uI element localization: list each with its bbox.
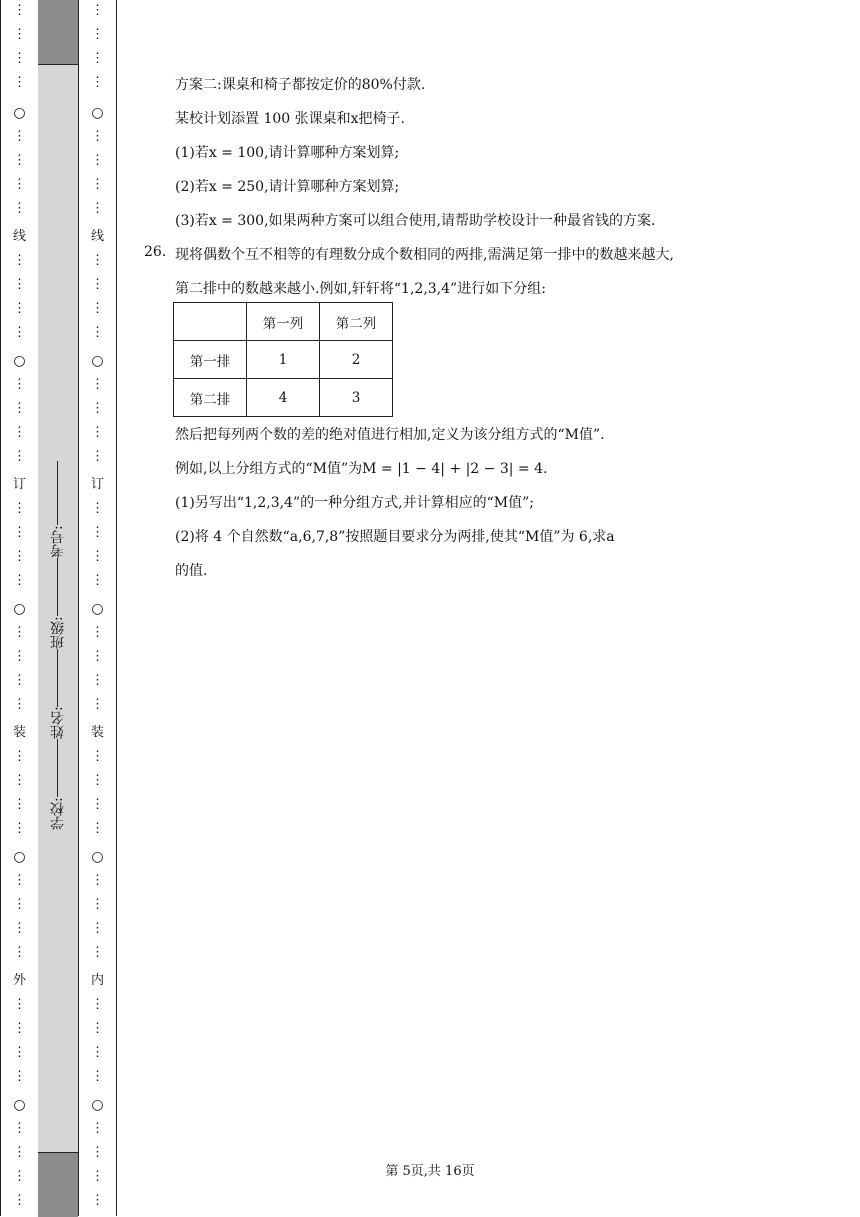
inner-circle-mark: ○	[91, 849, 104, 865]
outer-dot-mark: ⋮	[13, 3, 26, 18]
inner-dot-mark: ⋮	[91, 325, 104, 340]
outer-circle-mark: ○	[13, 353, 26, 369]
inner-binding-strip	[79, 0, 117, 1216]
outer-dot-mark: ⋮	[13, 797, 26, 812]
inner-dot-mark: ⋮	[91, 921, 104, 936]
exam-number-label: 考号:	[50, 525, 66, 558]
outer-dot-mark: ⋮	[13, 401, 26, 416]
name-blank	[58, 649, 59, 707]
inner-cut-label: 线	[90, 229, 104, 244]
outer-dot-mark: ⋮	[13, 153, 26, 168]
table-cell: 2	[320, 341, 393, 379]
p25-question-2: (2)若x = 250,请计算哪种方案划算;	[175, 179, 400, 195]
outer-dot-mark: ⋮	[13, 325, 26, 340]
outer-dot-mark: ⋮	[13, 697, 26, 712]
outer-dot-mark: ⋮	[13, 673, 26, 688]
table-cell: 3	[320, 379, 393, 417]
inner-dot-mark: ⋮	[91, 51, 104, 66]
inner-dot-mark: ⋮	[91, 749, 104, 764]
outer-dot-mark: ⋮	[13, 51, 26, 66]
school-label: 学校:	[50, 797, 66, 830]
p26-number: 26.	[144, 244, 167, 260]
page-footer: 第 5页,共 16页	[385, 1164, 475, 1179]
outer-dot-mark: ⋮	[13, 75, 26, 90]
inner-dot-mark: ⋮	[91, 773, 104, 788]
inner-dot-mark: ⋮	[91, 425, 104, 440]
outer-dot-mark: ⋮	[13, 27, 26, 42]
outer-dot-mark: ⋮	[13, 301, 26, 316]
inner-dot-mark: ⋮	[91, 1169, 104, 1184]
outer-dot-mark: ⋮	[13, 997, 26, 1012]
outer-binding-strip	[0, 0, 39, 1216]
outer-dot-mark: ⋮	[13, 525, 26, 540]
outer-cut-label: 装	[12, 725, 26, 740]
inner-dot-mark: ⋮	[91, 1069, 104, 1084]
inner-dot-mark: ⋮	[91, 649, 104, 664]
outer-dot-mark: ⋮	[13, 277, 26, 292]
inner-dot-mark: ⋮	[91, 873, 104, 888]
inner-marks	[79, 0, 116, 1216]
student-info-fields	[38, 390, 78, 830]
inner-circle-mark: ○	[91, 601, 104, 617]
outer-circle-mark: ○	[13, 105, 26, 121]
inner-circle-mark: ○	[91, 1097, 104, 1113]
outer-cut-label: 外	[12, 973, 26, 988]
p25-question-1: (1)若x = 100,请计算哪种方案划算;	[175, 145, 400, 161]
inner-dot-mark: ⋮	[91, 1121, 104, 1136]
outer-dot-mark: ⋮	[13, 201, 26, 216]
p25-intro: 某校计划添置 100 张课桌和x把椅子.	[175, 111, 405, 127]
outer-dot-mark: ⋮	[13, 625, 26, 640]
outer-dot-mark: ⋮	[13, 573, 26, 588]
inner-cut-label: 订	[90, 477, 104, 492]
p26-question-1: (1)另写出“1,2,3,4”的一种分组方式,并计算相应的“M值”;	[175, 495, 534, 511]
inner-dot-mark: ⋮	[91, 897, 104, 912]
outer-dot-mark: ⋮	[13, 1145, 26, 1160]
p26-line-1: 现将偶数个互不相等的有理数分成个数相同的两排,需满足第一排中的数越来越大,	[175, 247, 674, 263]
school-blank	[58, 739, 59, 797]
outer-cut-label: 订	[12, 477, 26, 492]
inner-dot-mark: ⋮	[91, 1193, 104, 1208]
inner-dot-mark: ⋮	[91, 449, 104, 464]
class-label: 班级:	[50, 615, 66, 649]
outer-dot-mark: ⋮	[13, 749, 26, 764]
inner-dot-mark: ⋮	[91, 997, 104, 1012]
inner-dot-mark: ⋮	[91, 1145, 104, 1160]
outer-cut-label: 线	[12, 229, 26, 244]
inner-dot-mark: ⋮	[91, 549, 104, 564]
outer-dot-mark: ⋮	[13, 897, 26, 912]
inner-dot-mark: ⋮	[91, 673, 104, 688]
outer-dot-mark: ⋮	[13, 549, 26, 564]
inner-cut-label: 装	[90, 725, 104, 740]
dark-block-top	[38, 0, 78, 65]
outer-dot-mark: ⋮	[13, 177, 26, 192]
grouping-table	[173, 302, 393, 417]
outer-dot-mark: ⋮	[13, 921, 26, 936]
table-cell: 1	[247, 341, 320, 379]
table-cell: 4	[247, 379, 320, 417]
outer-dot-mark: ⋮	[13, 1045, 26, 1060]
table-row	[174, 379, 393, 417]
outer-marks	[1, 0, 38, 1216]
inner-dot-mark: ⋮	[91, 75, 104, 90]
inner-dot-mark: ⋮	[91, 573, 104, 588]
inner-dot-mark: ⋮	[91, 129, 104, 144]
class-blank	[58, 558, 59, 616]
inner-dot-mark: ⋮	[91, 27, 104, 42]
p26-line-4: 例如,以上分组方式的“M值”为M = |1 − 4| + |2 − 3| = 4.	[175, 461, 548, 477]
inner-dot-mark: ⋮	[91, 177, 104, 192]
table-header-col1: 第一列	[247, 303, 320, 341]
outer-circle-mark: ○	[13, 849, 26, 865]
p26-question-2b: 的值.	[175, 563, 208, 579]
inner-dot-mark: ⋮	[91, 697, 104, 712]
outer-circle-mark: ○	[13, 1097, 26, 1113]
exam-number-blank	[58, 461, 59, 525]
inner-dot-mark: ⋮	[91, 1045, 104, 1060]
table-row	[174, 341, 393, 379]
outer-dot-mark: ⋮	[13, 129, 26, 144]
table-header-row	[174, 303, 393, 341]
outer-dot-mark: ⋮	[13, 377, 26, 392]
outer-dot-mark: ⋮	[13, 425, 26, 440]
inner-dot-mark: ⋮	[91, 1021, 104, 1036]
outer-dot-mark: ⋮	[13, 821, 26, 836]
inner-dot-mark: ⋮	[91, 377, 104, 392]
p25-question-3: (3)若x = 300,如果两种方案可以组合使用,请帮助学校设计一种最省钱的方案.	[175, 213, 656, 229]
inner-dot-mark: ⋮	[91, 945, 104, 960]
table-cell: 第二排	[174, 379, 247, 417]
p26-question-2a: (2)将 4 个自然数“a,6,7,8”按照题目要求分为两排,使其“M值”为 6,求a	[175, 529, 615, 545]
inner-dot-mark: ⋮	[91, 201, 104, 216]
outer-dot-mark: ⋮	[13, 773, 26, 788]
inner-cut-label: 内	[90, 973, 104, 988]
p25-plan2: 方案二:课桌和椅子都按定价的80%付款.	[175, 77, 426, 93]
inner-dot-mark: ⋮	[91, 153, 104, 168]
inner-dot-mark: ⋮	[91, 253, 104, 268]
inner-dot-mark: ⋮	[91, 277, 104, 292]
inner-dot-mark: ⋮	[91, 797, 104, 812]
outer-dot-mark: ⋮	[13, 1121, 26, 1136]
outer-dot-mark: ⋮	[13, 501, 26, 516]
p26-line-2: 第二排中的数越来越小.例如,轩轩将“1,2,3,4”进行如下分组:	[175, 281, 546, 297]
outer-dot-mark: ⋮	[13, 1069, 26, 1084]
outer-dot-mark: ⋮	[13, 1021, 26, 1036]
p26-line-3: 然后把每列两个数的差的绝对值进行相加,定义为该分组方式的“M值”.	[175, 427, 605, 443]
outer-dot-mark: ⋮	[13, 873, 26, 888]
inner-circle-mark: ○	[91, 353, 104, 369]
outer-dot-mark: ⋮	[13, 1169, 26, 1184]
outer-circle-mark: ○	[13, 601, 26, 617]
outer-dot-mark: ⋮	[13, 649, 26, 664]
table-header-col2: 第二列	[320, 303, 393, 341]
inner-dot-mark: ⋮	[91, 625, 104, 640]
inner-dot-mark: ⋮	[91, 3, 104, 18]
outer-dot-mark: ⋮	[13, 449, 26, 464]
table-cell	[174, 303, 247, 341]
table-cell: 第一排	[174, 341, 247, 379]
inner-dot-mark: ⋮	[91, 821, 104, 836]
inner-dot-mark: ⋮	[91, 501, 104, 516]
inner-circle-mark: ○	[91, 105, 104, 121]
name-label: 姓名:	[50, 706, 66, 740]
outer-dot-mark: ⋮	[13, 253, 26, 268]
inner-dot-mark: ⋮	[91, 525, 104, 540]
outer-dot-mark: ⋮	[13, 945, 26, 960]
outer-dot-mark: ⋮	[13, 1193, 26, 1208]
inner-dot-mark: ⋮	[91, 401, 104, 416]
inner-dot-mark: ⋮	[91, 301, 104, 316]
